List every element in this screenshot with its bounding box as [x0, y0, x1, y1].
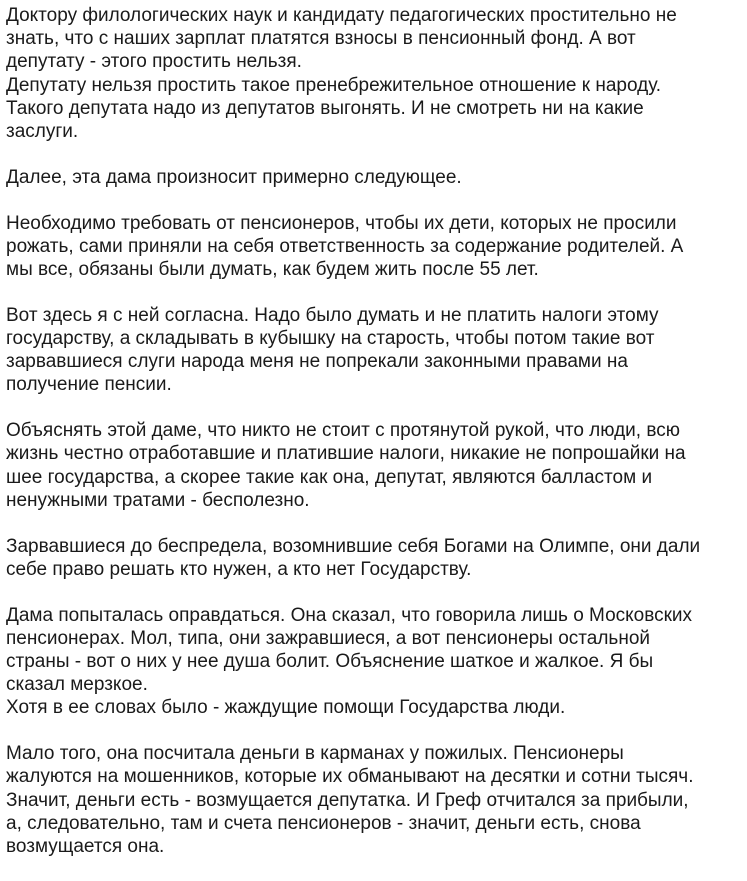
text-line: а, следовательно, там и счета пенсионеров - значит, деньги есть, снова: [6, 812, 641, 834]
text-line: рожать, сами приняли на себя ответственность за содержание родителей. А: [6, 235, 684, 257]
text-line: Далее, эта дама произносит примерно следующее.: [6, 166, 462, 188]
text-line: жизнь честно отработавшие и платившие налоги, никакие не попрошайки на: [6, 443, 686, 465]
text-line: заслуги.: [6, 121, 79, 143]
text-line: Мало того, она посчитала деньги в карманах у пожилых. Пенсионеры: [6, 743, 624, 765]
text-line: Необходимо требовать от пенсионеров, чтобы их дети, которых не просили: [6, 212, 677, 234]
article-body: [6, 4, 744, 881]
text-line: Доктору филологических наук и кандидату педагогических простительно не: [6, 5, 677, 26]
text-line: пенсионерах. Мол, типа, они зажравшиеся, а вот пенсионеры остальной: [6, 627, 651, 649]
text-line: возмущается она.: [6, 836, 165, 858]
article-paragraph: [6, 304, 744, 397]
text-line: мы все, обязаны были думать, как будем жить после 55 лет.: [6, 259, 539, 281]
text-line: получение пенсии.: [6, 374, 172, 396]
text-line: знать, что с наших зарплат платятся взносы в пенсионный фонд. А вот: [6, 28, 636, 50]
article-paragraph: [6, 419, 744, 512]
text-line: Депутату нельзя простить такое пренебрежительное отношение к народу.: [6, 74, 662, 96]
text-line: Дама попыталась оправдаться. Она сказал, что говорила лишь о Московских: [6, 604, 693, 626]
text-line: Значит, деньги есть - возмущается депутатка. И Греф отчитался за прибыли,: [6, 789, 689, 811]
article-paragraph: [6, 212, 744, 282]
text-line: Зарвавшиеся до беспредела, возомнившие себя Богами на Олимпе, они дали: [6, 535, 701, 557]
text-line: государству, а складывать в кубышку на старость, чтобы потом такие вот: [6, 328, 655, 350]
text-line: Объяснять этой даме, что никто не стоит с протянутой рукой, что люди, всю: [6, 420, 680, 442]
text-line: Хотя в ее словах было - жаждущие помощи Государства люди.: [6, 697, 566, 719]
article-paragraph: [6, 166, 744, 189]
article-paragraph: [6, 742, 744, 858]
article-paragraph: [6, 535, 744, 581]
text-line: сказал мерзкое.: [6, 674, 148, 696]
text-line: ненужными тратами - бесполезно.: [6, 489, 310, 511]
text-line: депутату - этого простить нельзя.: [6, 51, 302, 73]
text-line: зарвавшиеся слуги народа меня не попрекали законными правами на: [6, 351, 628, 373]
article-paragraph: [6, 4, 744, 143]
text-line: страны - вот о них у нее душа болит. Объяснение шаткое и жалкое. Я бы: [6, 651, 654, 673]
text-line: жалуются на мошенников, которые их обманывают на десятки и сотни тысяч.: [6, 766, 694, 788]
article-paragraph: [6, 604, 744, 720]
text-line: шее государства, а скорее такие как она, депутат, являются балластом и: [6, 466, 653, 488]
text-line: Такого депутата надо из депутатов выгонять. И не смотреть ни на какие: [6, 97, 644, 119]
text-line: себе право решать кто нужен, а кто нет Государству.: [6, 558, 472, 580]
text-line: Вот здесь я с ней согласна. Надо было думать и не платить налоги этому: [6, 304, 659, 326]
